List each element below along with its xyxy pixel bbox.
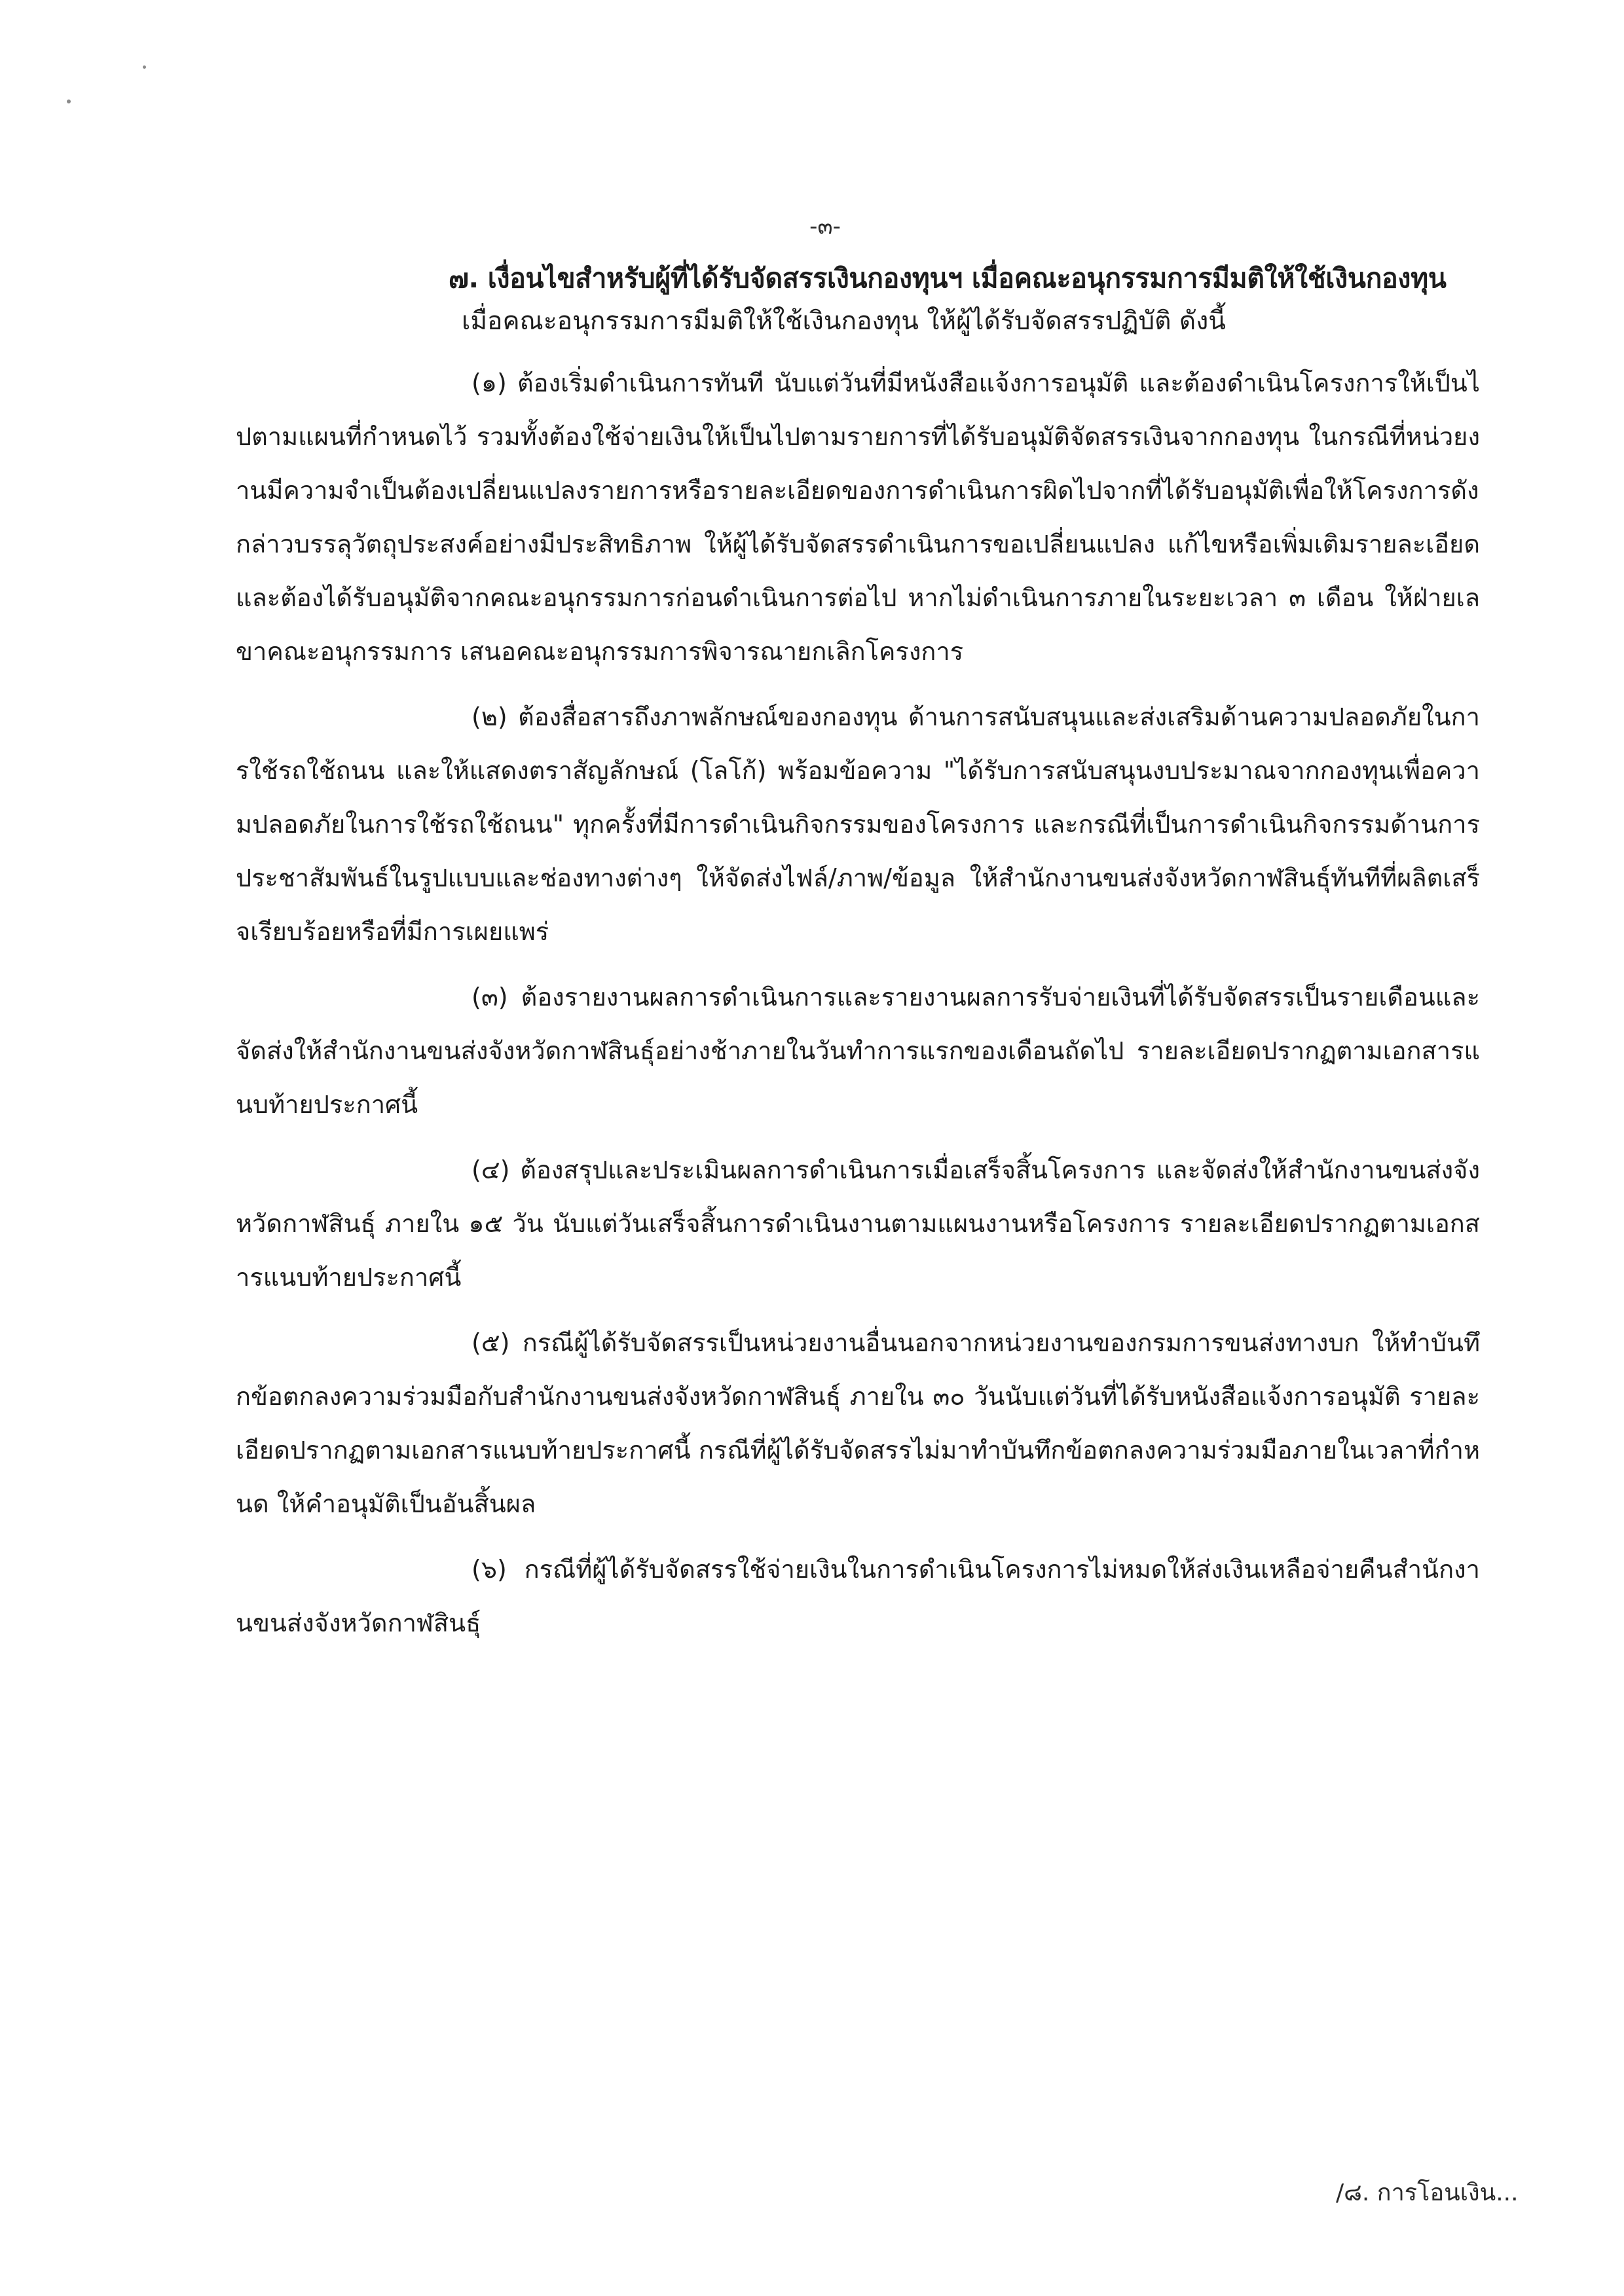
page-number: -๓-	[809, 213, 841, 240]
section-heading: ๗. เงื่อนไขสำหรับผู้ที่ได้รับจัดสรรเงินกองทุนฯ เมื่อคณะอนุกรรมการมีมติให้ใช้เงินกองทุน	[449, 263, 1447, 294]
clause-text: (๖) กรณีที่ผู้ได้รับจัดสรรใช้จ่ายเงินในการดำเนินโครงการไม่หมดให้ส่งเงินเหลือจ่ายคืนสำนักงานขนส่งจังหวัดกาฬสินธุ์	[236, 1555, 1480, 1637]
clause-4	[236, 1143, 1480, 1304]
clause-6	[236, 1542, 1480, 1650]
clause-3	[236, 970, 1480, 1131]
section-7	[236, 257, 1480, 1662]
clause-text: (๔) ต้องสรุปและประเมินผลการดำเนินการเมื่อเสร็จสิ้นโครงการ และจัดส่งให้สำนักงานขนส่งจังหวัดกาฬสินธุ์ ภายใน ๑๕ วัน นับแต่วันเสร็จสิ้นการดำเนินงานตามแผนงานหรือโครงการ รายละเอียดปรากฏตามเอกสารแนบท้ายประกาศนี้	[236, 1156, 1480, 1292]
clause-text: (๒) ต้องสื่อสารถึงภาพลักษณ์ของกองทุน ด้านการสนับสนุนและส่งเสริมด้านความปลอดภัยในการใช้รถใช้ถนน และให้แสดงตราสัญลักษณ์ (โลโก้) พร้อมข้อความ "ได้รับการสนับสนุนงบประมาณจากกองทุนเพื่อความปลอดภัยในการใช้รถใช้ถนน" ทุกครั้งที่มีการดำเนินกิจกรรมของโครงการ และกรณีที่เป็นการดำเนินกิจกรรมด้านการประชาสัมพันธ์ในรูปแบบและช่องทางต่างๆ ให้จัดส่งไฟล์/ภาพ/ข้อมูล ให้สำนักงานขนส่งจังหวัดกาฬสินธุ์ทันทีที่ผลิตเสร็จเรียบร้อยหรือที่มีการเผยแพร่	[236, 702, 1480, 946]
section-intro: เมื่อคณะอนุกรรมการมีมติให้ใช้เงินกองทุน ให้ผู้ได้รับจัดสรรปฏิบัติ ดังนี้	[462, 306, 1226, 336]
scan-speck	[143, 65, 146, 69]
continuation-note: /๘. การโอนเงิน...	[1336, 2179, 1519, 2206]
scan-speck	[67, 100, 71, 103]
clause-1	[236, 356, 1480, 678]
clause-text: (๕) กรณีผู้ได้รับจัดสรรเป็นหน่วยงานอื่นนอกจากหน่วยงานของกรมการขนส่งทางบก ให้ทำบันทึกข้อตกลงความร่วมมือกับสำนักงานขนส่งจังหวัดกาฬสินธุ์ ภายใน ๓๐ วันนับแต่วันที่ได้รับหนังสือแจ้งการอนุมัติ รายละเอียดปรากฏตามเอกสารแนบท้ายประกาศนี้ กรณีที่ผู้ได้รับจัดสรรไม่มาทำบันทึกข้อตกลงความร่วมมือภายในเวลาที่กำหนด ให้คำอนุมัติเป็นอันสิ้นผล	[236, 1328, 1480, 1518]
clause-2	[236, 690, 1480, 958]
clause-5	[236, 1316, 1480, 1531]
clause-text: (๓) ต้องรายงานผลการดำเนินการและรายงานผลการรับจ่ายเงินที่ได้รับจัดสรรเป็นรายเดือนและจัดส่งให้สำนักงานขนส่งจังหวัดกาฬสินธุ์อย่างช้าภายในวันทำการแรกของเดือนถัดไป รายละเอียดปรากฏตามเอกสารแนบท้ายประกาศนี้	[236, 983, 1480, 1119]
clause-text: (๑) ต้องเริ่มดำเนินการทันที นับแต่วันที่มีหนังสือแจ้งการอนุมัติ และต้องดำเนินโครงการให้เป็นไปตามแผนที่กำหนดไว้ รวมทั้งต้องใช้จ่ายเงินให้เป็นไปตามรายการที่ได้รับอนุมัติจัดสรรเงินจากกองทุน ในกรณีที่หน่วยงานมีความจำเป็นต้องเปลี่ยนแปลงรายการหรือรายละเอียดของการดำเนินการผิดไปจากที่ได้รับอนุมัติเพื่อให้โครงการดังกล่าวบรรลุวัตถุประสงค์อย่างมีประสิทธิภาพ ให้ผู้ได้รับจัดสรรดำเนินการขอเปลี่ยนแปลง แก้ไขหรือเพิ่มเติมรายละเอียด และต้องได้รับอนุมัติจากคณะอนุกรรมการก่อนดำเนินการต่อไป หากไม่ดำเนินการภายในระยะเวลา ๓ เดือน ให้ฝ่ายเลขาคณะอนุกรรมการ เสนอคณะอนุกรรมการพิจารณายกเลิกโครงการ	[236, 369, 1480, 666]
